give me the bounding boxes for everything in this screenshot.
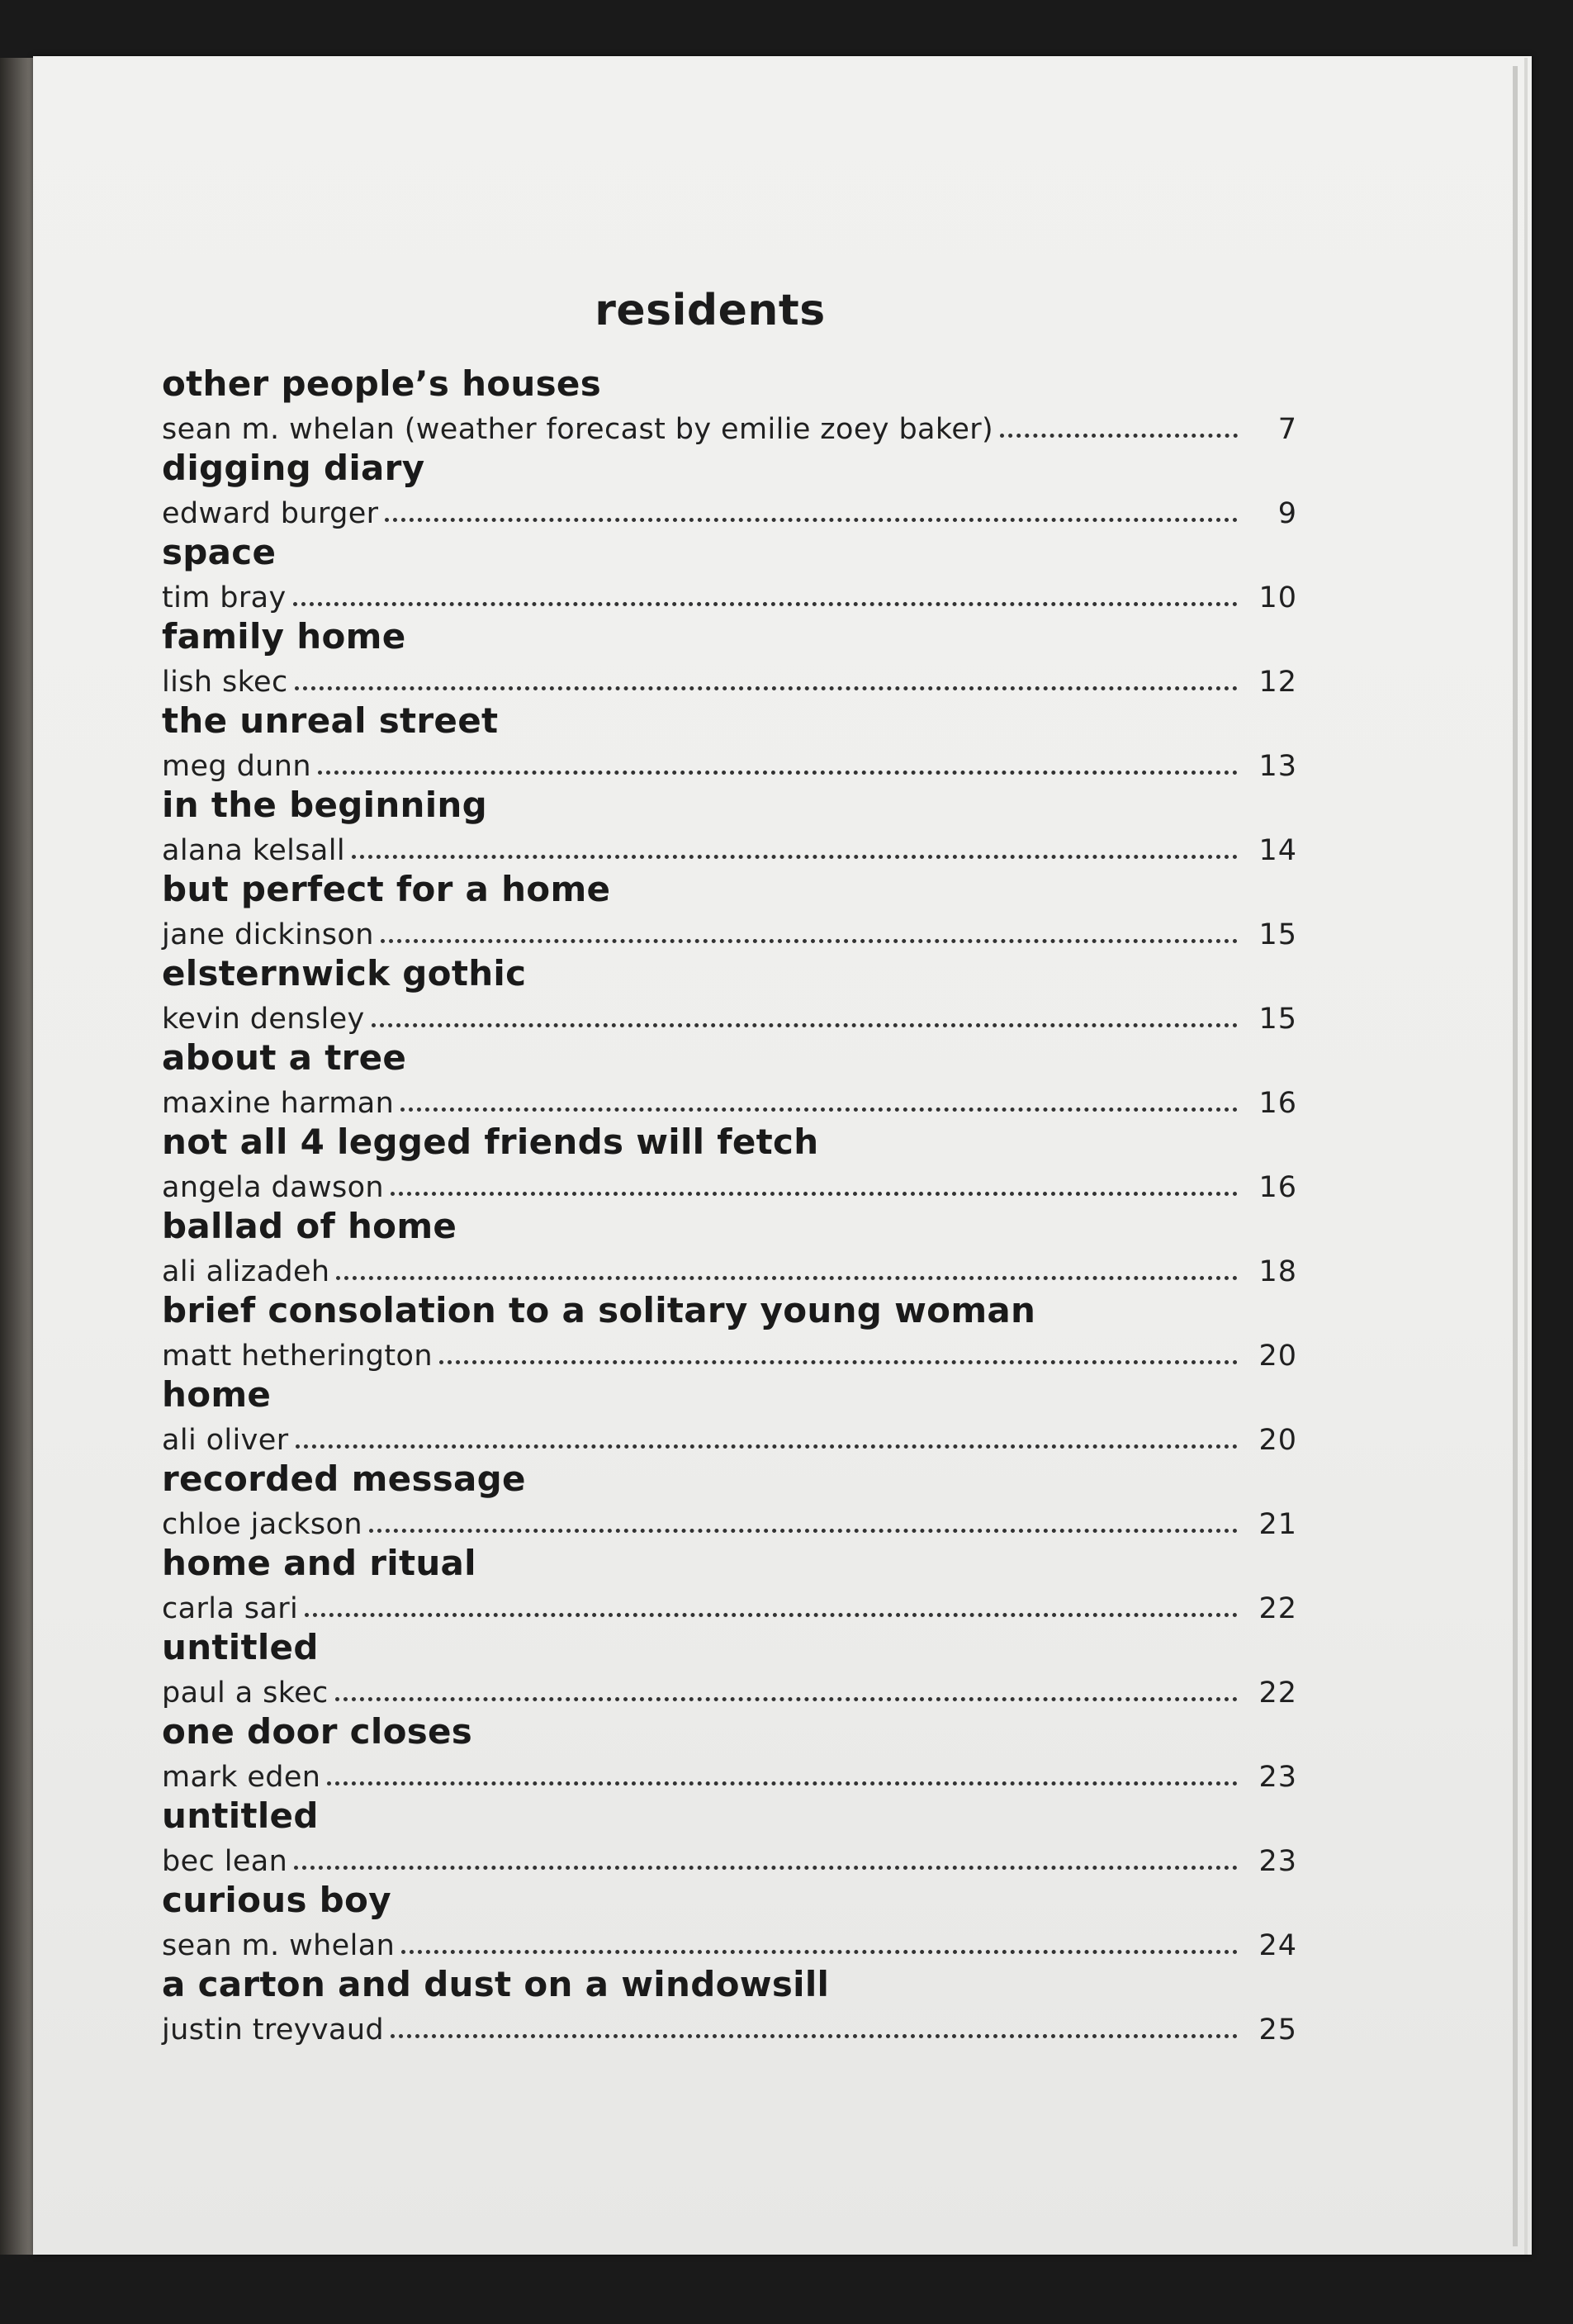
entry-line	[162, 1500, 1297, 1541]
entry-line	[162, 489, 1297, 530]
entry-page-number: 22	[1258, 1592, 1297, 1625]
entry-title: home	[162, 1374, 272, 1415]
entry-author: tim bray	[162, 581, 287, 614]
entry-author: paul a skec	[162, 1677, 329, 1710]
entry-line	[162, 2005, 1297, 2047]
entry-title: one door closes	[162, 1711, 473, 1752]
entry-author: maxine harman	[162, 1087, 395, 1120]
entry-title: curious boy	[162, 1880, 391, 1920]
toc-entry	[162, 1374, 1297, 1458]
toc-entry	[162, 869, 1297, 953]
entry-line	[162, 573, 1297, 614]
entry-title: ballad of home	[162, 1206, 457, 1246]
entry-title: but perfect for a home	[162, 869, 611, 909]
toc-entry	[162, 1458, 1297, 1543]
entry-line	[162, 826, 1297, 867]
entry-line	[162, 1331, 1297, 1373]
entry-page-number: 14	[1258, 834, 1297, 867]
page-heading: residents	[595, 286, 826, 335]
toc-entry	[162, 616, 1297, 700]
entry-line	[162, 742, 1297, 783]
entry-line	[162, 910, 1297, 951]
entry-author: matt hetherington	[162, 1340, 433, 1373]
toc-entry	[162, 1711, 1297, 1795]
entry-title: home and ritual	[162, 1543, 476, 1583]
entry-author: carla sari	[162, 1592, 299, 1625]
entry-page-number: 15	[1258, 1003, 1297, 1036]
entry-author: meg dunn	[162, 750, 311, 783]
dot-leader	[295, 686, 1238, 690]
entry-page-number: 16	[1258, 1171, 1297, 1204]
toc-entry	[162, 1206, 1297, 1290]
entry-page-number: 7	[1277, 413, 1297, 446]
entry-author: lish skec	[162, 666, 288, 699]
dot-leader	[293, 602, 1238, 606]
dot-leader	[372, 1023, 1238, 1027]
dot-leader	[401, 1950, 1238, 1954]
toc-entry	[162, 1795, 1297, 1880]
entry-line	[162, 1584, 1297, 1625]
entry-title: about a tree	[162, 1037, 407, 1078]
entry-title: untitled	[162, 1627, 319, 1667]
entry-title: not all 4 legged friends will fetch	[162, 1122, 819, 1162]
dot-leader	[336, 1276, 1238, 1280]
toc-entry	[162, 1627, 1297, 1711]
entry-author: justin treyvaud	[162, 2013, 385, 2047]
entry-page-number: 15	[1258, 918, 1297, 951]
entry-page-number: 20	[1258, 1340, 1297, 1373]
toc-entry	[162, 700, 1297, 785]
entry-page-number: 23	[1258, 1845, 1297, 1878]
dot-leader	[327, 1781, 1238, 1786]
entry-title: elsternwick gothic	[162, 953, 527, 994]
dot-leader	[352, 855, 1238, 859]
entry-title: other people’s houses	[162, 363, 602, 404]
entry-author: mark eden	[162, 1761, 321, 1794]
entry-author: jane dickinson	[162, 918, 374, 951]
entry-title: recorded message	[162, 1458, 526, 1499]
page-edge-shadow	[1513, 66, 1518, 2246]
entry-author: bec lean	[162, 1845, 288, 1878]
entry-line	[162, 1752, 1297, 1794]
toc-entry	[162, 448, 1297, 532]
entry-page-number: 20	[1258, 1424, 1297, 1457]
toc-entry	[162, 363, 1297, 448]
entry-line	[162, 1837, 1297, 1878]
toc-entry	[162, 1290, 1297, 1374]
entry-line	[162, 1079, 1297, 1120]
entry-author: angela dawson	[162, 1171, 384, 1204]
entry-page-number: 12	[1258, 666, 1297, 699]
dot-leader	[400, 1107, 1238, 1112]
entry-page-number: 10	[1258, 581, 1297, 614]
entry-page-number: 9	[1277, 497, 1297, 530]
entry-author: edward burger	[162, 497, 379, 530]
entry-author: sean m. whelan	[162, 1929, 396, 1962]
entry-line	[162, 1416, 1297, 1457]
toc-entry	[162, 953, 1297, 1037]
entry-title: brief consolation to a solitary young woman	[162, 1290, 1036, 1330]
entry-page-number: 21	[1258, 1508, 1297, 1541]
entry-line	[162, 1668, 1297, 1710]
entry-title: digging diary	[162, 448, 425, 488]
page-edge-highlight	[1524, 58, 1528, 2255]
toc-entry	[162, 785, 1297, 869]
entry-title: space	[162, 532, 277, 572]
entry-line	[162, 1247, 1297, 1288]
dot-leader	[335, 1697, 1238, 1701]
toc-entry	[162, 1122, 1297, 1206]
dot-leader	[318, 771, 1238, 775]
dot-leader	[1000, 434, 1238, 438]
dot-leader	[381, 939, 1238, 943]
entry-page-number: 18	[1258, 1255, 1297, 1288]
entry-line	[162, 1163, 1297, 1204]
entry-title: untitled	[162, 1795, 319, 1836]
entry-title: in the beginning	[162, 785, 487, 825]
entry-title: the unreal street	[162, 700, 499, 741]
entry-page-number: 22	[1258, 1677, 1297, 1710]
toc-entry	[162, 1037, 1297, 1122]
toc-entry	[162, 1880, 1297, 1964]
dot-leader	[439, 1360, 1238, 1364]
dot-leader	[385, 518, 1238, 522]
entry-author: alana kelsall	[162, 834, 345, 867]
entry-author: kevin densley	[162, 1003, 365, 1036]
toc-entry	[162, 532, 1297, 616]
entry-author: ali oliver	[162, 1424, 289, 1457]
entry-title: a carton and dust on a windowsill	[162, 1964, 830, 2004]
entry-page-number: 25	[1258, 2013, 1297, 2047]
entry-page-number: 23	[1258, 1761, 1297, 1794]
dot-leader	[296, 1444, 1238, 1449]
entry-line	[162, 405, 1297, 446]
toc-entry	[162, 1964, 1297, 2048]
entry-line	[162, 657, 1297, 699]
entry-line	[162, 994, 1297, 1036]
table-of-contents	[162, 363, 1297, 2048]
entry-author: chloe jackson	[162, 1508, 362, 1541]
entry-author: sean m. whelan (weather forecast by emilie zoey baker)	[162, 413, 994, 446]
dot-leader	[305, 1613, 1238, 1617]
dot-leader	[391, 1192, 1238, 1196]
entry-page-number: 16	[1258, 1087, 1297, 1120]
dot-leader	[369, 1529, 1238, 1533]
toc-entry	[162, 1543, 1297, 1627]
dot-leader	[391, 2034, 1238, 2038]
entry-line	[162, 1921, 1297, 1962]
entry-author: ali alizadeh	[162, 1255, 330, 1288]
dot-leader	[294, 1866, 1238, 1870]
entry-title: family home	[162, 616, 406, 657]
entry-page-number: 24	[1258, 1929, 1297, 1962]
entry-page-number: 13	[1258, 750, 1297, 783]
